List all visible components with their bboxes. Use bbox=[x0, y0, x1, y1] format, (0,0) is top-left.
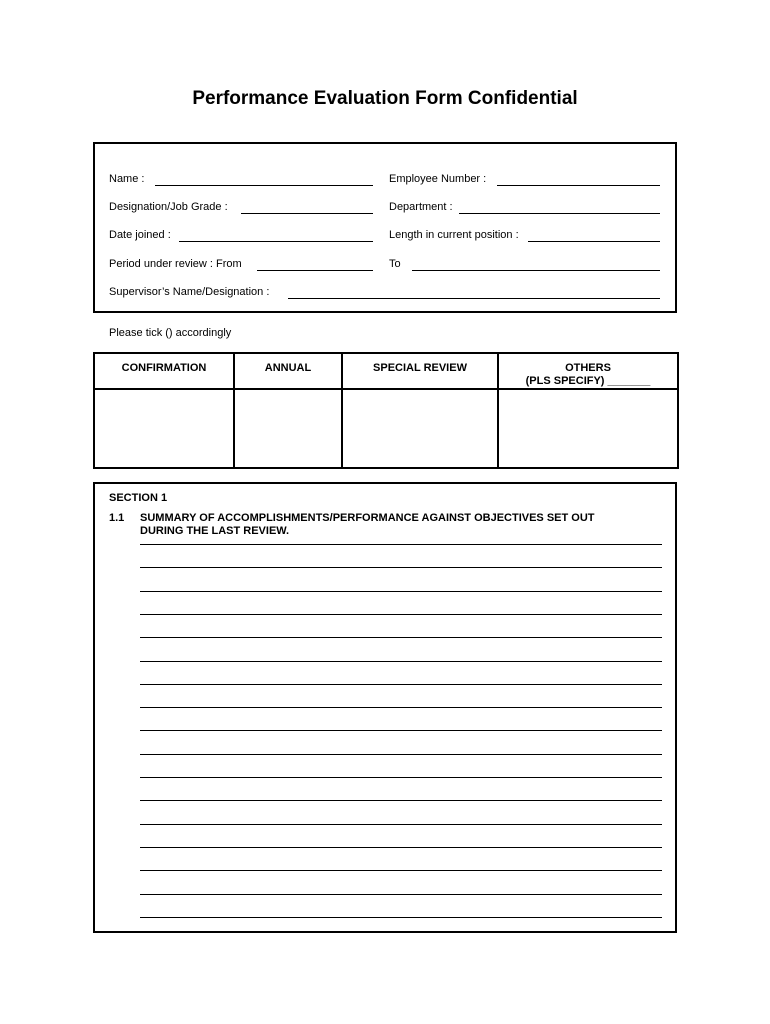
annual-tick-cell[interactable] bbox=[234, 389, 342, 468]
answer-line[interactable] bbox=[140, 824, 662, 825]
special-review-header: SPECIAL REVIEW bbox=[342, 353, 498, 389]
length-in-position-field[interactable] bbox=[528, 241, 660, 242]
item-number: 1.1 bbox=[109, 512, 125, 524]
answer-line[interactable] bbox=[140, 684, 662, 685]
answer-line[interactable] bbox=[140, 661, 662, 662]
answer-line[interactable] bbox=[140, 730, 662, 731]
designation-label: Designation/Job Grade : bbox=[109, 201, 228, 213]
date-joined-field[interactable] bbox=[179, 241, 373, 242]
period-to-field[interactable] bbox=[412, 270, 660, 271]
department-label: Department : bbox=[389, 201, 453, 213]
answer-line[interactable] bbox=[140, 544, 662, 545]
length-in-position-label: Length in current position : bbox=[389, 229, 519, 241]
employee-info-box bbox=[93, 142, 677, 313]
answer-line[interactable] bbox=[140, 637, 662, 638]
answer-line[interactable] bbox=[140, 777, 662, 778]
annual-header: ANNUAL bbox=[234, 353, 342, 389]
answer-line[interactable] bbox=[140, 800, 662, 801]
name-field[interactable] bbox=[155, 185, 373, 186]
employee-number-label: Employee Number : bbox=[389, 173, 487, 185]
department-field[interactable] bbox=[459, 213, 660, 214]
others-tick-cell[interactable] bbox=[498, 389, 678, 468]
employee-number-field[interactable] bbox=[497, 185, 660, 186]
period-from-field[interactable] bbox=[257, 270, 373, 271]
answer-line[interactable] bbox=[140, 847, 662, 848]
answer-line[interactable] bbox=[140, 707, 662, 708]
supervisor-label: Supervisor’s Name/Designation : bbox=[109, 286, 270, 298]
special-review-tick-cell[interactable] bbox=[342, 389, 498, 468]
form-title: Performance Evaluation Form Confidential bbox=[192, 88, 578, 109]
answer-line[interactable] bbox=[140, 870, 662, 871]
supervisor-field[interactable] bbox=[288, 298, 660, 299]
answer-line[interactable] bbox=[140, 591, 662, 592]
answer-line[interactable] bbox=[140, 754, 662, 755]
answer-line[interactable] bbox=[140, 614, 662, 615]
answer-line[interactable] bbox=[140, 567, 662, 568]
answer-line[interactable] bbox=[140, 894, 662, 895]
confirmation-tick-cell[interactable] bbox=[94, 389, 234, 468]
answer-lines[interactable] bbox=[140, 484, 662, 931]
answer-line[interactable] bbox=[140, 917, 662, 918]
period-from-label: Period under review : From bbox=[109, 258, 242, 270]
name-label: Name : bbox=[109, 173, 145, 185]
date-joined-label: Date joined : bbox=[109, 229, 171, 241]
period-to-label: To bbox=[389, 258, 401, 270]
others-header: OTHERS (PLS SPECIFY) _______ bbox=[498, 353, 678, 389]
designation-field[interactable] bbox=[241, 213, 373, 214]
review-type-table bbox=[93, 352, 679, 469]
tick-instruction: Please tick () accordingly bbox=[109, 327, 232, 339]
section-title: SECTION 1 bbox=[109, 492, 168, 504]
section-1-box bbox=[93, 482, 677, 933]
item-heading: SUMMARY OF ACCOMPLISHMENTS/PERFORMANCE AGAINST OBJECTIVES SET OUT DURING THE LAST REVIEW. bbox=[140, 512, 595, 537]
confirmation-header: CONFIRMATION bbox=[94, 353, 234, 389]
